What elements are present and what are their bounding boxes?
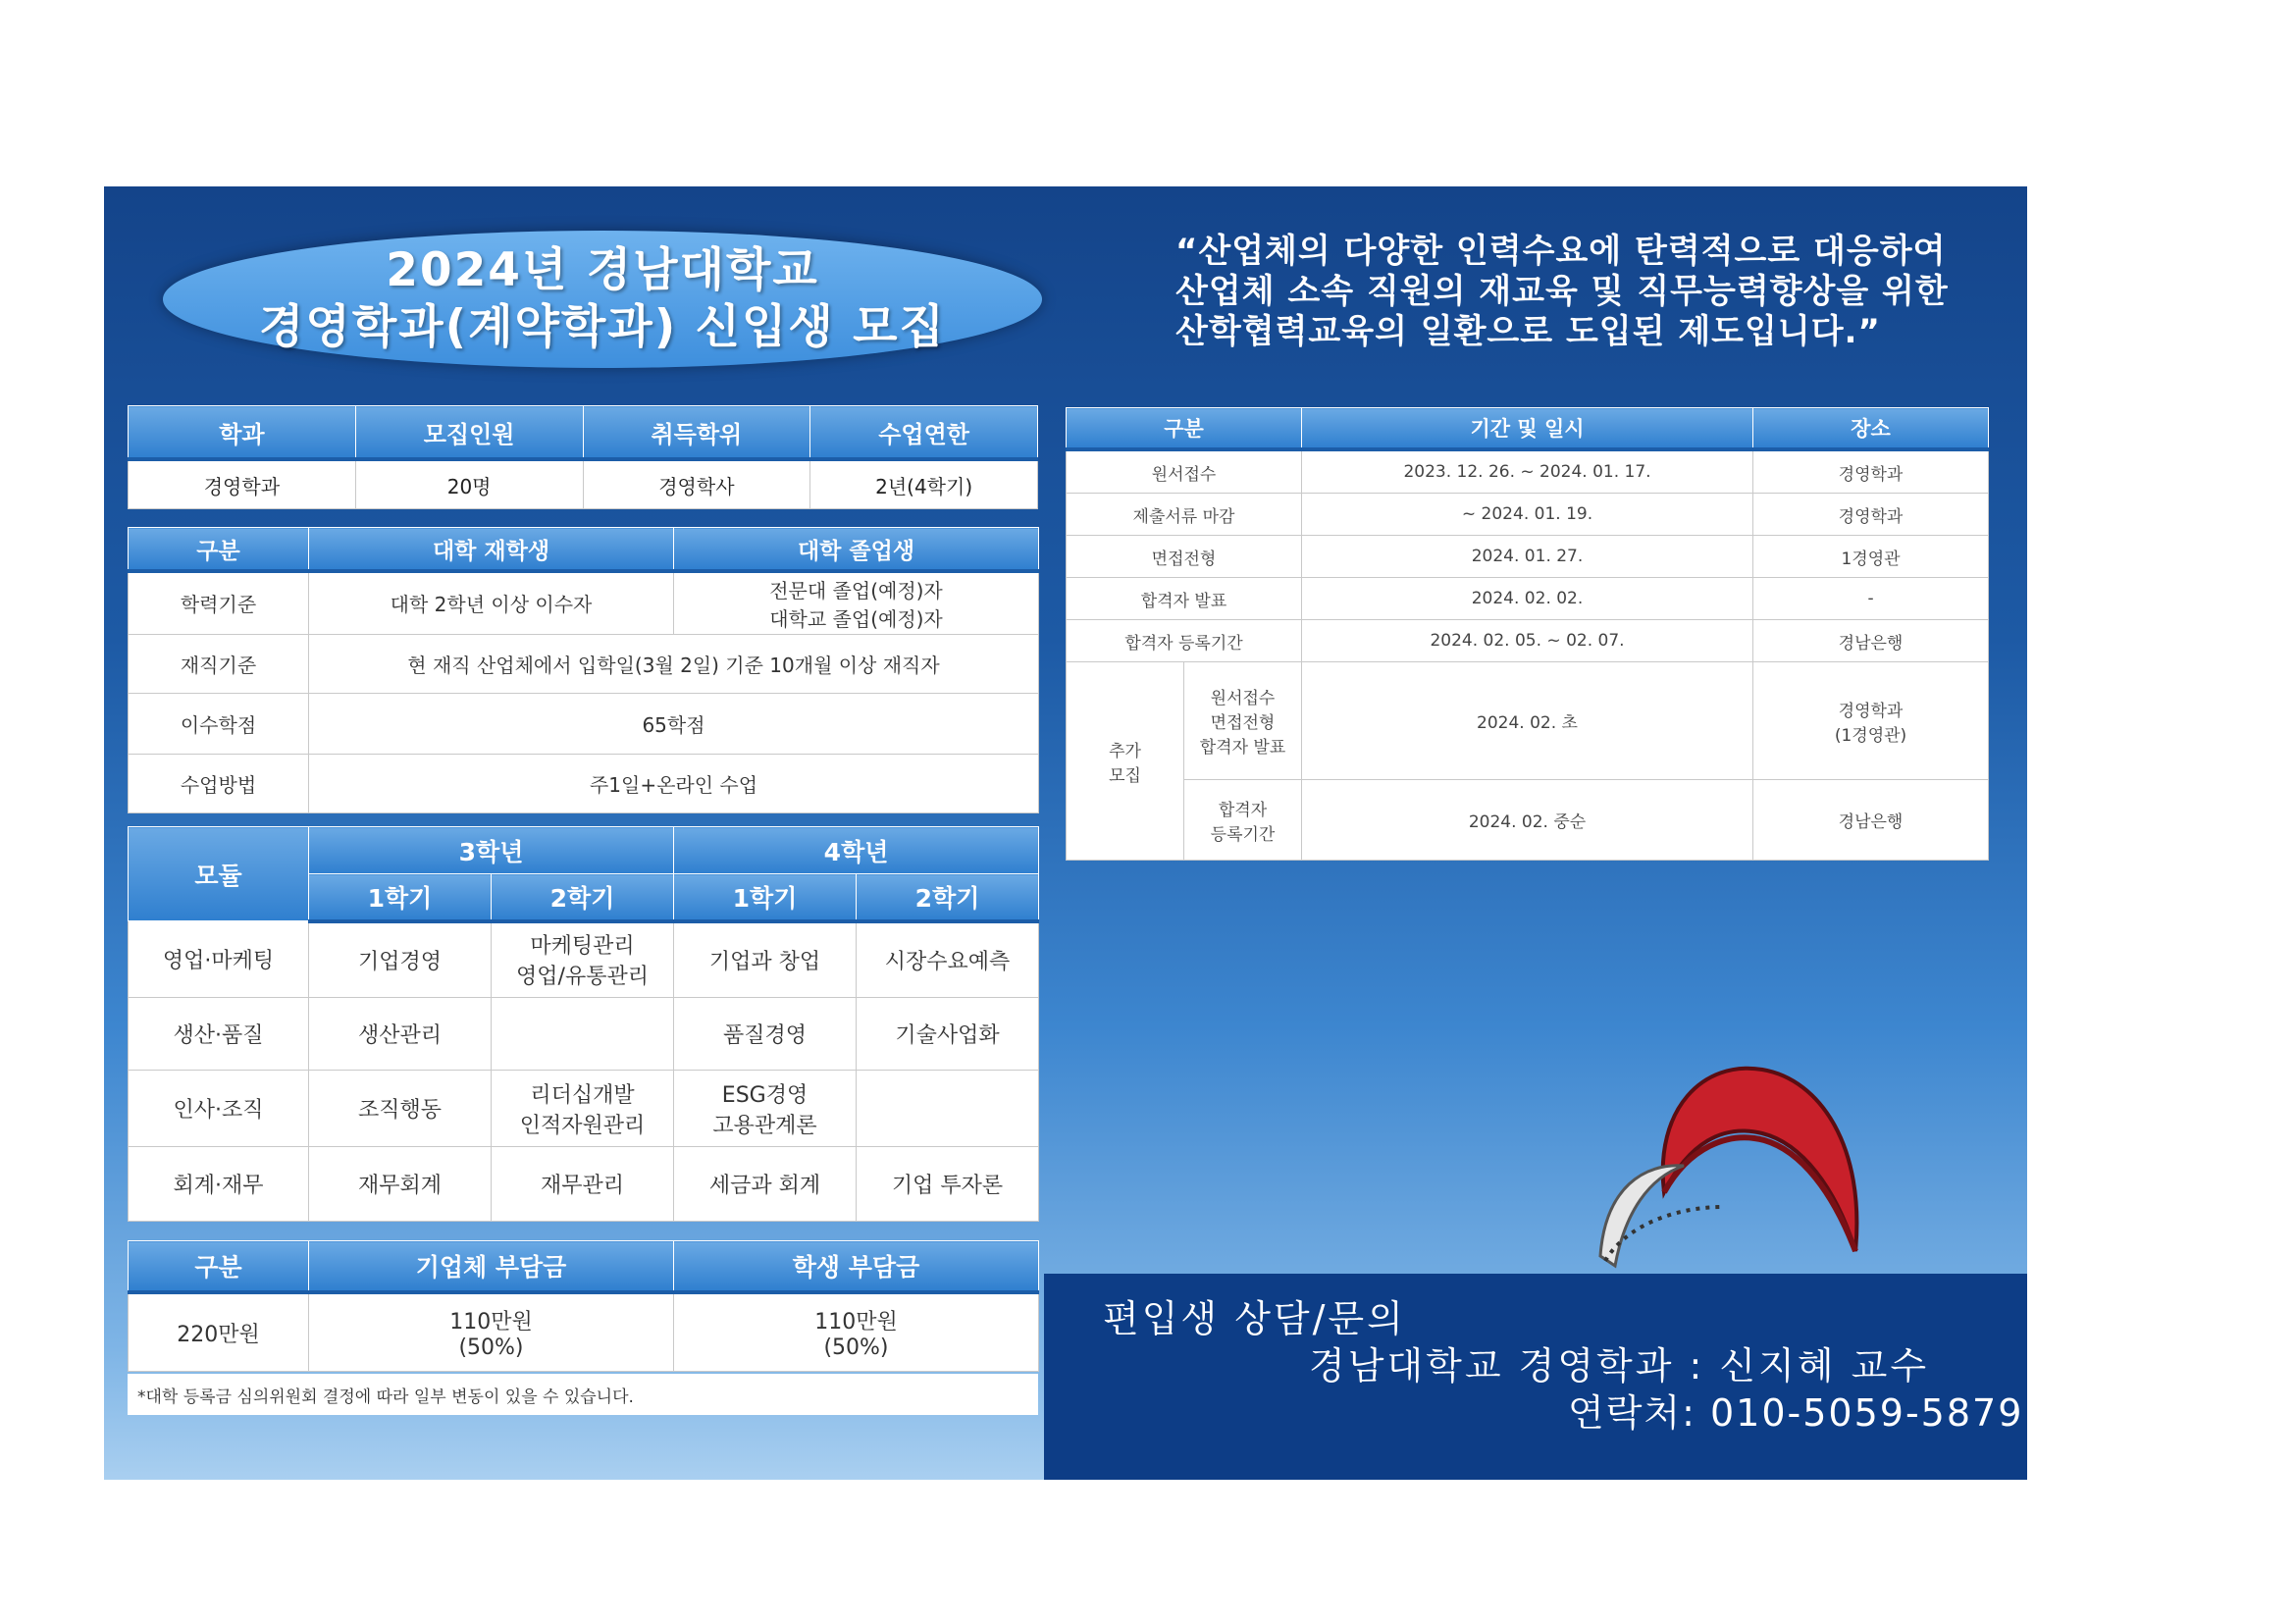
semester-header: 2학기 — [857, 874, 1039, 921]
contact-box — [1044, 1274, 2027, 1480]
schedule-period: 2024. 01. 27. — [1302, 536, 1753, 578]
course-cell: 조직행동 — [309, 1071, 492, 1147]
overview-cell: 2년(4학기) — [810, 459, 1038, 509]
year-header: 4학년 — [674, 827, 1039, 874]
course-cell: 기술사업화 — [857, 998, 1039, 1071]
curriculum-table — [128, 826, 1039, 1222]
fees-cell: 220만원 — [129, 1292, 309, 1372]
eligibility-header: 구분 — [129, 528, 309, 572]
module-label: 인사·조직 — [129, 1071, 309, 1147]
schedule-sublabel: 합격자 등록기간 — [1184, 780, 1302, 861]
schedule-place: 경영학과 (1경영관) — [1753, 662, 1989, 780]
schedule-sublabel: 원서접수 면접전형 합격자 발표 — [1184, 662, 1302, 780]
title-line-2: 경영학과(계약학과) 신입생 모집 — [259, 300, 946, 354]
schedule-period: 2024. 02. 중순 — [1302, 780, 1753, 861]
schedule-header: 기간 및 일시 — [1302, 408, 1753, 450]
module-header: 모듈 — [129, 827, 309, 921]
schedule-label: 합격자 발표 — [1067, 578, 1302, 620]
semester-header: 1학기 — [309, 874, 492, 921]
semester-header: 2학기 — [492, 874, 674, 921]
schedule-place: 경영학과 — [1753, 449, 1989, 494]
semester-header: 1학기 — [674, 874, 857, 921]
quote-line: “산업체의 다양한 인력수요에 탄력적으로 대응하여 — [1175, 232, 1947, 271]
module-label: 회계·재무 — [129, 1147, 309, 1222]
course-cell: 재무관리 — [492, 1147, 674, 1222]
schedule-place: 경영학과 — [1753, 494, 1989, 536]
overview-header: 학과 — [129, 406, 356, 460]
course-cell: 기업 투자론 — [857, 1147, 1039, 1222]
module-label: 영업·마케팅 — [129, 921, 309, 998]
course-cell: 재무회계 — [309, 1147, 492, 1222]
fees-cell: 110만원 (50%) — [309, 1292, 674, 1372]
quote-line: 산학협력교육의 일환으로 도입된 제도입니다.” — [1175, 312, 1881, 351]
quote-line: 산업체 소속 직원의 재교육 및 직무능력향상을 위한 — [1175, 272, 1949, 311]
schedule-place: - — [1753, 578, 1989, 620]
overview-cell: 경영학사 — [583, 459, 810, 509]
overview-cell: 20명 — [355, 459, 583, 509]
course-cell: 세금과 회계 — [674, 1147, 857, 1222]
overview-header: 수업연한 — [810, 406, 1038, 460]
schedule-header: 구분 — [1067, 408, 1302, 450]
additional-recruitment-label: 추가 모집 — [1067, 662, 1184, 861]
title-banner — [163, 231, 1042, 368]
schedule-period: ~ 2024. 01. 19. — [1302, 494, 1753, 536]
recruitment-poster — [104, 186, 2027, 1480]
fees-header: 학생 부담금 — [674, 1241, 1039, 1293]
contact-person: 경남대학교 경영학과 : 신지혜 교수 — [1309, 1344, 1930, 1387]
schedule-label: 합격자 등록기간 — [1067, 620, 1302, 662]
course-cell: 리더십개발 인적자원관리 — [492, 1071, 674, 1147]
course-cell: 품질경영 — [674, 998, 857, 1071]
eligibility-header: 대학 졸업생 — [674, 528, 1039, 572]
course-cell: 시장수요예측 — [857, 921, 1039, 998]
eligibility-cell: 대학 2학년 이상 이수자 — [309, 571, 674, 634]
fees-cell: 110만원 (50%) — [674, 1292, 1039, 1372]
schedule-period: 2024. 02. 05. ~ 02. 07. — [1302, 620, 1753, 662]
eligibility-cell — [674, 571, 1039, 634]
overview-header: 모집인원 — [355, 406, 583, 460]
eligibility-cell-line: 전문대 졸업(예정)자 — [769, 578, 943, 602]
fees-header: 기업체 부담금 — [309, 1241, 674, 1293]
module-label: 생산·품질 — [129, 998, 309, 1071]
schedule-label: 면접전형 — [1067, 536, 1302, 578]
eligibility-table — [128, 527, 1039, 813]
course-cell: 기업경영 — [309, 921, 492, 998]
program-description-quote — [1175, 232, 1980, 352]
schedule-place: 1경영관 — [1753, 536, 1989, 578]
overview-table — [128, 405, 1038, 509]
fees-table — [128, 1240, 1039, 1372]
eligibility-cell: 65학점 — [309, 693, 1039, 754]
eligibility-cell: 현 재직 산업체에서 입학일(3월 2일) 기준 10개월 이상 재직자 — [309, 634, 1039, 693]
course-cell — [492, 998, 674, 1071]
course-cell: ESG경영 고용관계론 — [674, 1071, 857, 1147]
title-line-1: 2024년 경남대학교 — [386, 243, 819, 297]
schedule-header: 장소 — [1753, 408, 1989, 450]
row-label: 학력기준 — [129, 571, 309, 634]
eligibility-cell-line: 대학교 졸업(예정)자 — [769, 606, 943, 631]
fees-header: 구분 — [129, 1241, 309, 1293]
row-label: 재직기준 — [129, 634, 309, 693]
schedule-period: 2024. 02. 02. — [1302, 578, 1753, 620]
overview-cell: 경영학과 — [129, 459, 356, 509]
schedule-table — [1066, 407, 1989, 861]
schedule-label: 제출서류 마감 — [1067, 494, 1302, 536]
eligibility-header: 대학 재학생 — [309, 528, 674, 572]
course-cell: 마케팅관리 영업/유통관리 — [492, 921, 674, 998]
paraglider-illustration — [1478, 913, 1988, 1285]
eligibility-cell: 주1일+온라인 수업 — [309, 754, 1039, 812]
overview-header: 취득학위 — [583, 406, 810, 460]
year-header: 3학년 — [309, 827, 674, 874]
contact-phone: 연락처: 010-5059-5879 — [1568, 1391, 2024, 1435]
course-cell — [857, 1071, 1039, 1147]
row-label: 이수학점 — [129, 693, 309, 754]
schedule-period: 2023. 12. 26. ~ 2024. 01. 17. — [1302, 449, 1753, 494]
row-label: 수업방법 — [129, 754, 309, 812]
schedule-label: 원서접수 — [1067, 449, 1302, 494]
course-cell: 기업과 창업 — [674, 921, 857, 998]
schedule-place: 경남은행 — [1753, 780, 1989, 861]
schedule-period: 2024. 02. 초 — [1302, 662, 1753, 780]
course-cell: 생산관리 — [309, 998, 492, 1071]
schedule-place: 경남은행 — [1753, 620, 1989, 662]
contact-heading: 편입생 상담/문의 — [1103, 1297, 1406, 1340]
fees-footnote: *대학 등록금 심의위원회 결정에 따라 일부 변동이 있을 수 있습니다. — [128, 1374, 1038, 1415]
